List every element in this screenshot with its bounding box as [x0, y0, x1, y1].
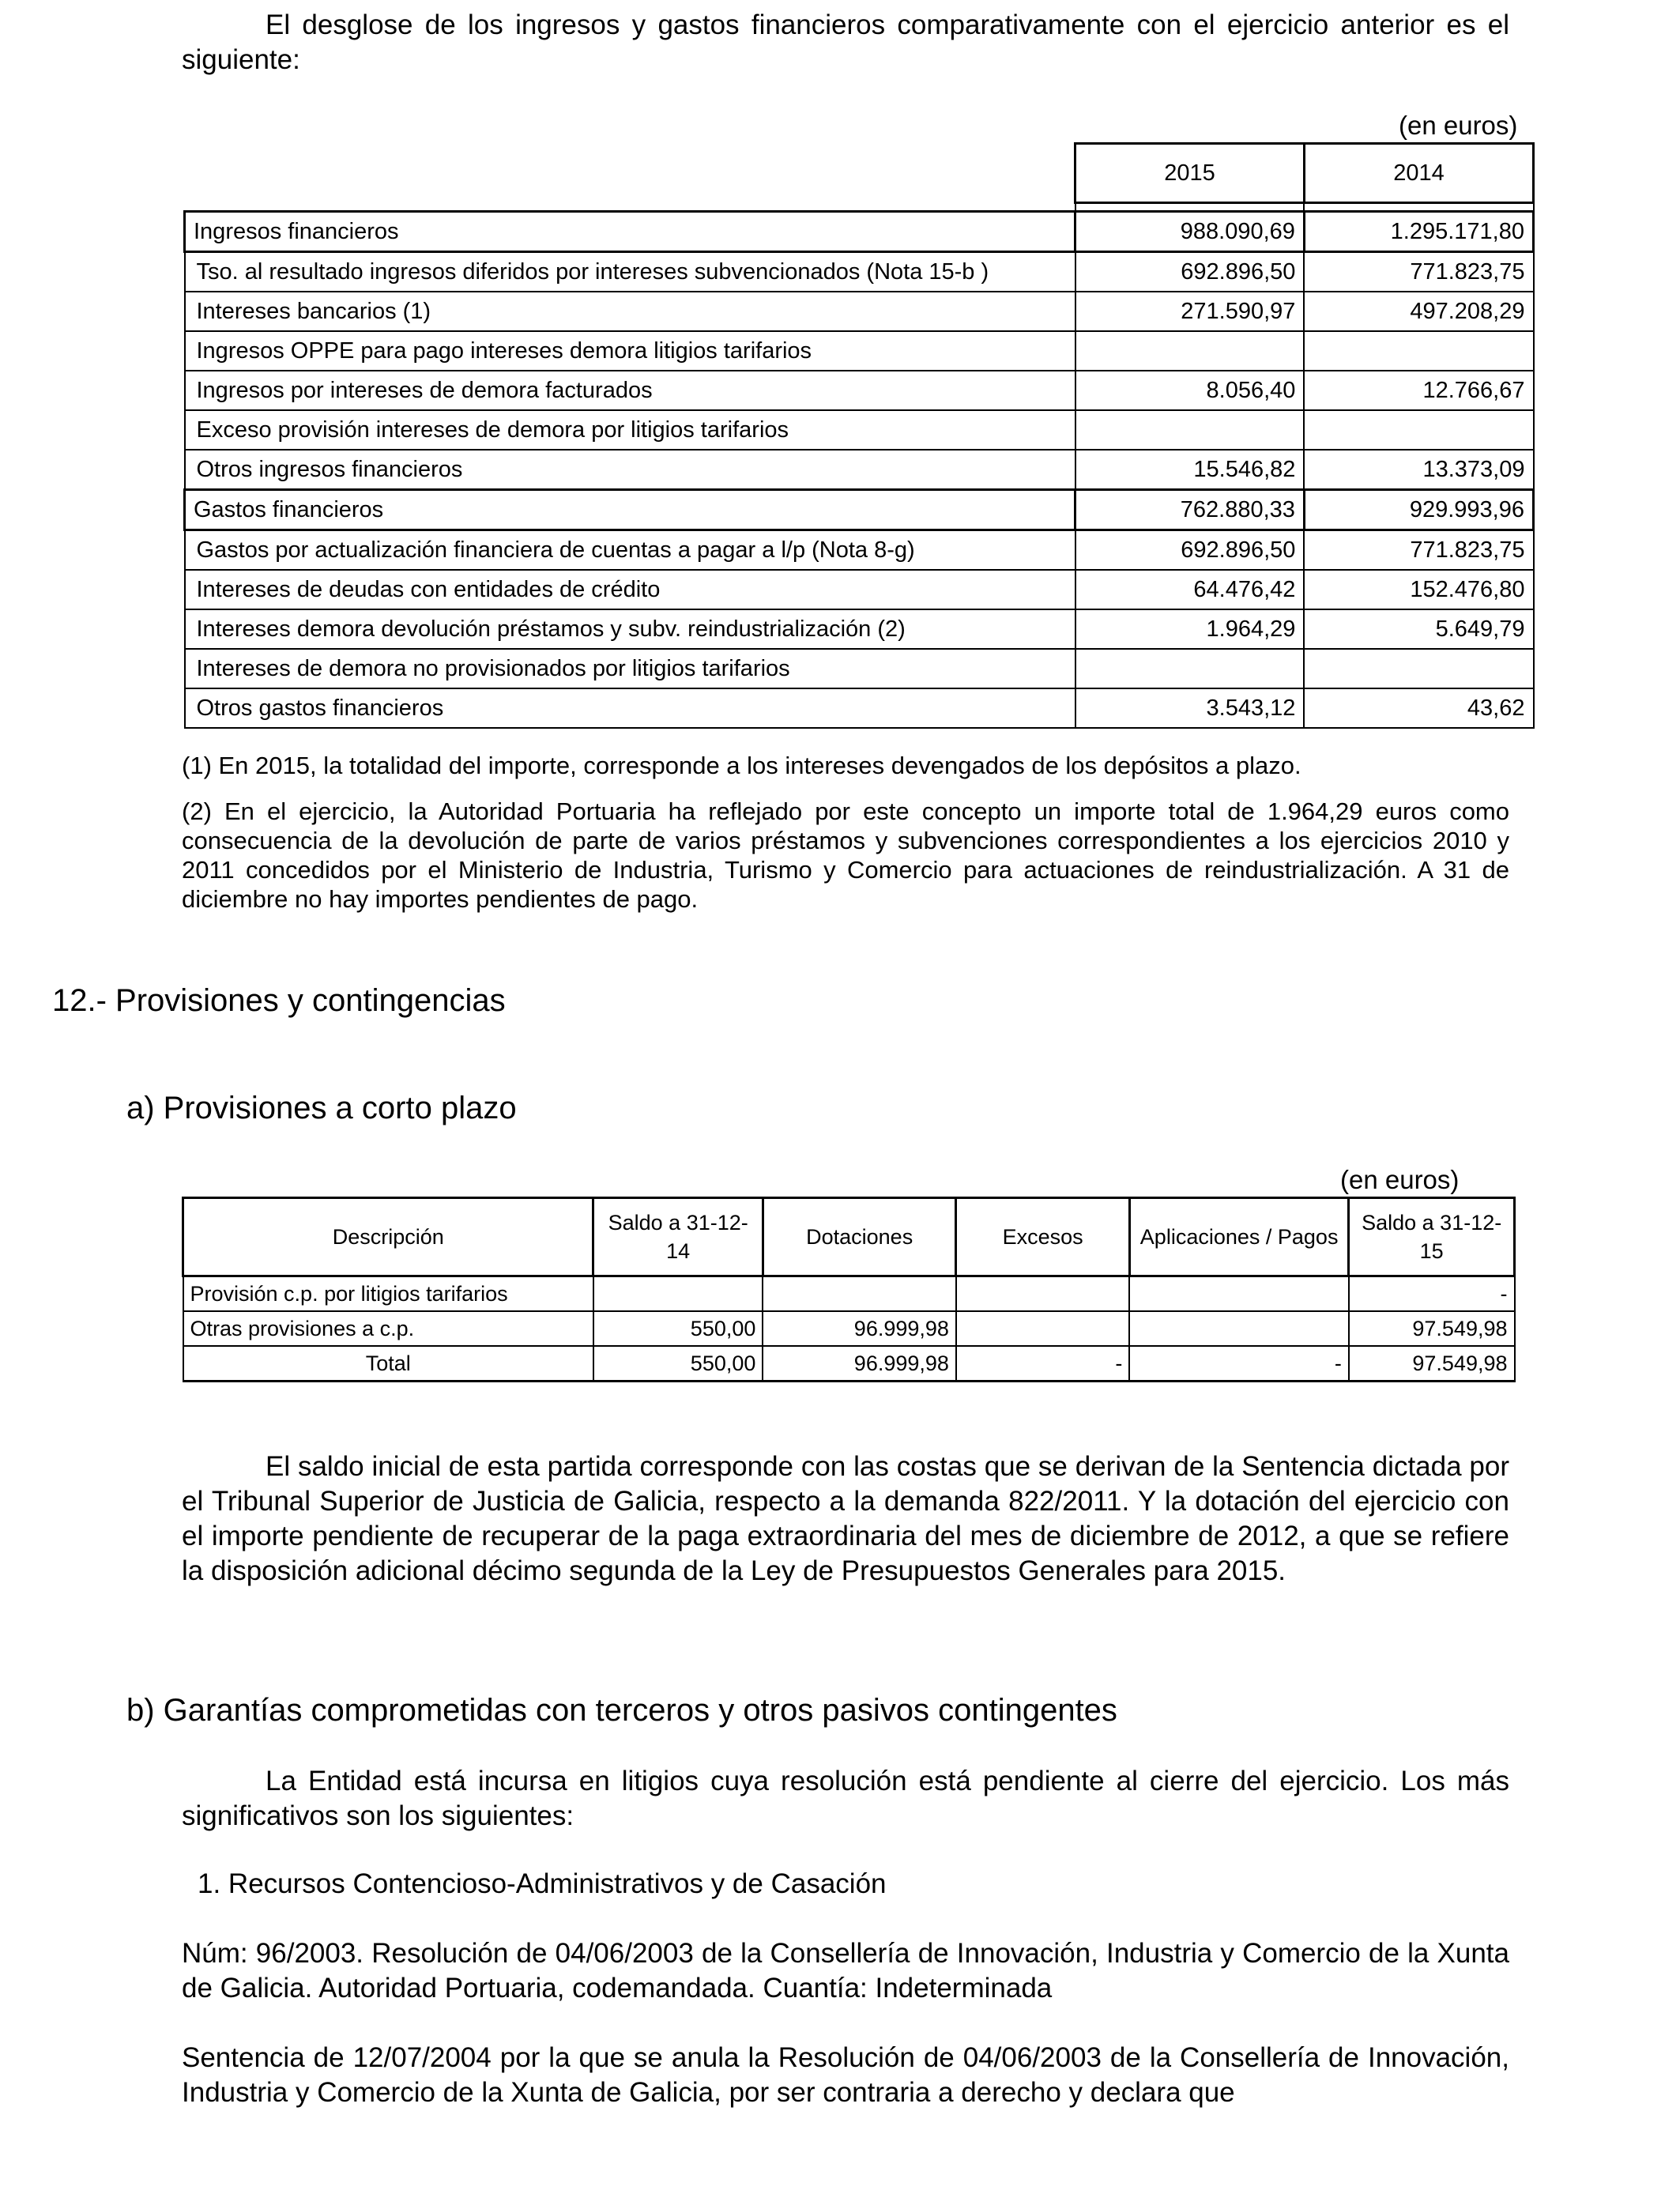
cell-aplicaciones: -: [1129, 1346, 1348, 1382]
cell-excesos: [956, 1311, 1129, 1346]
cell-saldo14: 550,00: [593, 1346, 763, 1382]
provisions-table: [182, 1197, 1516, 1382]
list-item-1: 1. Recursos Contencioso-Administrativos y de Casación: [198, 1868, 887, 1899]
table1-unit: (en euros): [1399, 111, 1518, 140]
table-row: [183, 1346, 1515, 1382]
value-2015: 8.056,40: [1075, 371, 1305, 410]
table-row: [185, 609, 1534, 649]
table-row: [185, 410, 1534, 450]
header-aplicaciones: Aplicaciones / Pagos: [1129, 1198, 1348, 1276]
cell-dotaciones: 96.999,98: [763, 1346, 956, 1382]
header-excesos: Excesos: [956, 1198, 1129, 1276]
cell-desc: Total: [183, 1346, 593, 1382]
year-2015-header: 2015: [1075, 144, 1305, 203]
row-label: Intereses de deudas con entidades de crédito: [185, 570, 1075, 609]
cell-aplicaciones: [1129, 1276, 1348, 1312]
row-label: Tso. al resultado ingresos diferidos por intereses subvencionados (Nota 15-b ): [185, 252, 1075, 292]
value-2015: 15.546,82: [1075, 450, 1305, 490]
value-2015: 64.476,42: [1075, 570, 1305, 609]
header-descripcion: Descripción: [183, 1198, 593, 1276]
section-12-heading: 12.- Provisiones y contingencias: [52, 983, 506, 1018]
table2-unit: (en euros): [1340, 1165, 1460, 1194]
value-2015: 988.090,69: [1075, 212, 1305, 252]
row-label: Ingresos OPPE para pago intereses demora litigios tarifarios: [185, 331, 1075, 371]
cell-saldo14: [593, 1276, 763, 1312]
cell-saldo15: -: [1349, 1276, 1515, 1312]
value-2014: 1.295.171,80: [1304, 212, 1533, 252]
value-2015: 692.896,50: [1075, 252, 1305, 292]
table-row: [185, 490, 1534, 530]
table-row: [185, 292, 1534, 331]
row-label: Ingresos por intereses de demora facturados: [185, 371, 1075, 410]
year-2014-header: 2014: [1304, 144, 1533, 203]
note-2: (2) En el ejercicio, la Autoridad Portuaria ha reflejado por este concepto un importe total de 1.964,29 euros como consecuencia de la devolución de parte de varios préstamos y subvenciones correspondientes a los ejercicios 2010 y 2011 concedidos por el Ministerio de Industria, Turismo y Comercio para actuaciones de reindustrialización. A 31 de diciembre no hay importes pendientes de pago.: [182, 797, 1509, 913]
header-saldo-14: Saldo a 31-12-14: [593, 1198, 763, 1276]
value-2014: 497.208,29: [1304, 292, 1533, 331]
table-row: [183, 1276, 1515, 1312]
table-row: [185, 570, 1534, 609]
litigios-paragraph: La Entidad está incursa en litigios cuya resolución está pendiente al cierre del ejercicio. Los más significativos son los siguientes:: [182, 1766, 1509, 1831]
value-2015: 3.543,12: [1075, 688, 1305, 728]
cell-dotaciones: [763, 1276, 956, 1312]
value-2014: 43,62: [1304, 688, 1533, 728]
row-label: Otros ingresos financieros: [185, 450, 1075, 490]
table-row: [185, 371, 1534, 410]
cell-aplicaciones: [1129, 1311, 1348, 1346]
row-label: Intereses bancarios (1): [185, 292, 1075, 331]
financial-table: [183, 142, 1535, 729]
saldo-paragraph: El saldo inicial de esta partida corresponde con las costas que se derivan de la Sentencia dictada por el Tribunal Superior de Justicia de Galicia, respecto a la demanda 822/2011. Y la dotación del ejercicio con el importe pendiente de recuperar de la paga extraordinaria del mes de diciembre de 2012, a que se refiere la disposición adicional décimo segunda de la Ley de Presupuestos Generales para 2015.: [182, 1451, 1509, 1586]
value-2014: [1304, 331, 1533, 371]
value-2014: 929.993,96: [1304, 490, 1533, 530]
value-2015: [1075, 649, 1305, 688]
value-2014: 771.823,75: [1304, 252, 1533, 292]
value-2014: 5.649,79: [1304, 609, 1533, 649]
cell-excesos: [956, 1276, 1129, 1312]
value-2014: 152.476,80: [1304, 570, 1533, 609]
section-a-heading: a) Provisiones a corto plazo: [126, 1091, 517, 1125]
value-2015: 1.964,29: [1075, 609, 1305, 649]
row-label: Intereses demora devolución préstamos y subv. reindustrialización (2): [185, 609, 1075, 649]
cell-saldo15: 97.549,98: [1349, 1346, 1515, 1382]
cell-excesos: -: [956, 1346, 1129, 1382]
table-row: [183, 1311, 1515, 1346]
note-1: (1) En 2015, la totalidad del importe, corresponde a los intereses devengados de los depósitos a plazo.: [182, 752, 1301, 779]
table-row: [185, 688, 1534, 728]
row-label: Ingresos financieros: [185, 212, 1075, 252]
cell-desc: Otras provisiones a c.p.: [183, 1311, 593, 1346]
table-row: [185, 450, 1534, 490]
cell-saldo14: 550,00: [593, 1311, 763, 1346]
header-dotaciones: Dotaciones: [763, 1198, 956, 1276]
value-2014: 13.373,09: [1304, 450, 1533, 490]
cell-desc: Provisión c.p. por litigios tarifarios: [183, 1276, 593, 1312]
value-2015: [1075, 410, 1305, 450]
row-label: Exceso provisión intereses de demora por litigios tarifarios: [185, 410, 1075, 450]
value-2015: [1075, 331, 1305, 371]
intro-paragraph: El desglose de los ingresos y gastos financieros comparativamente con el ejercicio anterior es el siguiente:: [182, 9, 1509, 75]
sentencia-paragraph: Sentencia de 12/07/2004 por la que se anula la Resolución de 04/06/2003 de la Consellería de Innovación, Industria y Comercio de la Xunta de Galicia, por ser contraria a derecho y declara que: [182, 2042, 1509, 2108]
value-2014: [1304, 410, 1533, 450]
value-2014: [1304, 649, 1533, 688]
section-b-heading: b) Garantías comprometidas con terceros y otros pasivos contingentes: [126, 1693, 1117, 1728]
table-row: [185, 649, 1534, 688]
value-2014: 771.823,75: [1304, 530, 1533, 571]
table-row: [185, 331, 1534, 371]
row-label: Otros gastos financieros: [185, 688, 1075, 728]
row-label: Intereses de demora no provisionados por litigios tarifarios: [185, 649, 1075, 688]
value-2014: 12.766,67: [1304, 371, 1533, 410]
cell-saldo15: 97.549,98: [1349, 1311, 1515, 1346]
cell-dotaciones: 96.999,98: [763, 1311, 956, 1346]
table-row: [185, 212, 1534, 252]
num-paragraph: Núm: 96/2003. Resolución de 04/06/2003 de la Consellería de Innovación, Industria y Comercio de la Xunta de Galicia. Autoridad Portuaria, codemandada. Cuantía: Indeterminada: [182, 1938, 1509, 2004]
value-2015: 271.590,97: [1075, 292, 1305, 331]
table-row: [185, 530, 1534, 571]
table-row: [185, 252, 1534, 292]
row-label: Gastos financieros: [185, 490, 1075, 530]
value-2015: 692.896,50: [1075, 530, 1305, 571]
header-saldo-15: Saldo a 31-12-15: [1349, 1198, 1515, 1276]
row-label: Gastos por actualización financiera de cuentas a pagar a l/p (Nota 8-g): [185, 530, 1075, 571]
value-2015: 762.880,33: [1075, 490, 1305, 530]
